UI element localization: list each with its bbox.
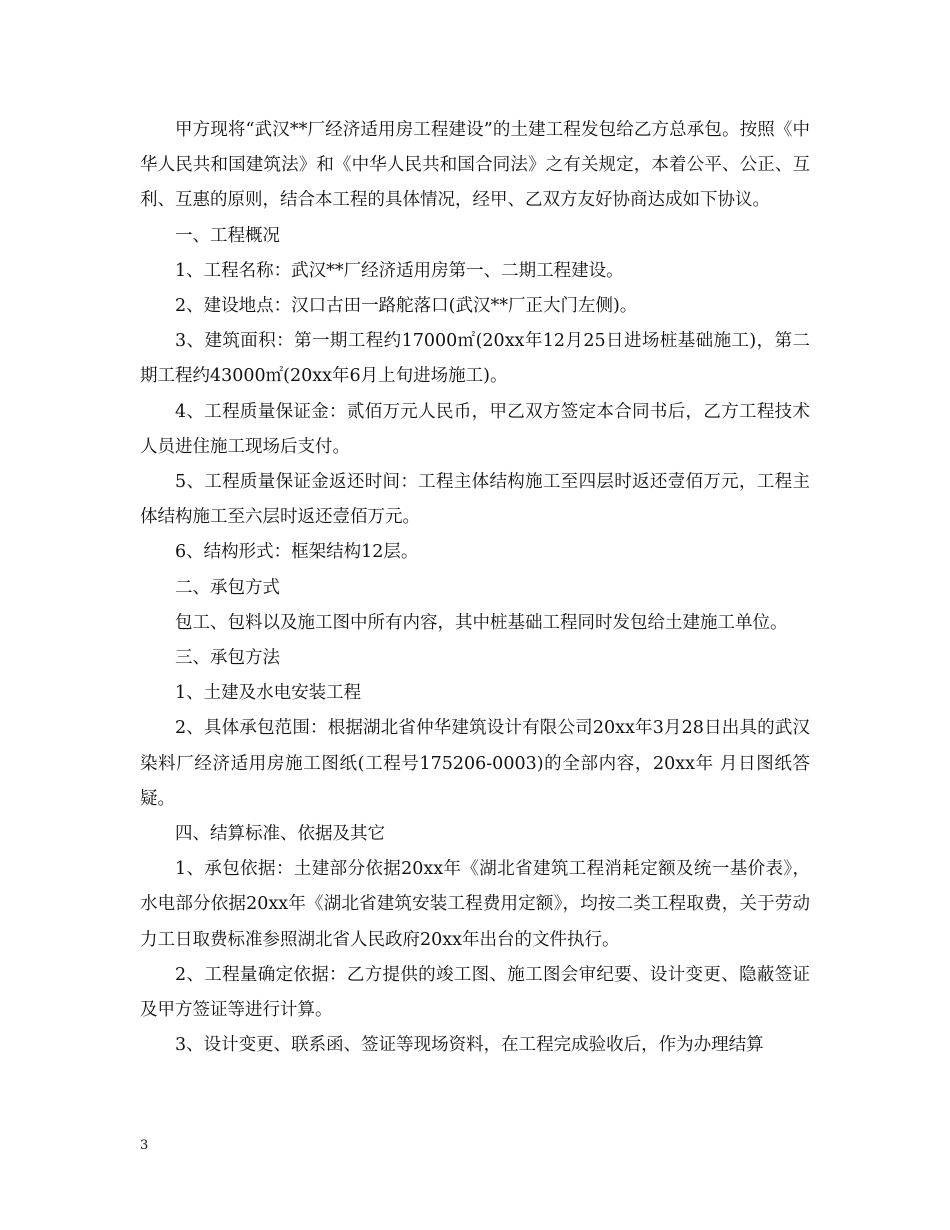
section-heading-contract-mode: 二、承包方式 [175, 577, 280, 598]
paragraph-installation: 1、土建及水电安装工程 [175, 683, 362, 704]
paragraph-deposit-return: 5、工程质量保证金返还时间：工程主体结构施工至四层时返还壹佰万元，工程主体结构施工至六层时返还壹佰万元。 [140, 472, 810, 528]
paragraph-intro: 甲方现将“武汉**厂经济适用房工程建设”的土建工程发包给乙方总承包。按照《中华人民共和国建筑法》和《中华人民共和国合同法》之有关规定，本着公平、公正、互利、互惠的原则，结合本工程的具体情况，经甲、乙双方友好协商达成如下协议。 [140, 120, 810, 211]
paragraph-contract-mode: 包工、包料以及施工图中所有内容，其中桩基础工程同时发包给土建施工单位。 [175, 612, 788, 633]
paragraph-deposit: 4、工程质量保证金：贰佰万元人民币，甲乙双方签定本合同书后，乙方工程技术人员进住施工现场后支付。 [140, 401, 810, 457]
paragraph-scope: 2、具体承包范围：根据湖北省仲华建筑设计有限公司20xx年3月28日出具的武汉染料厂经济适用房施工图纸(工程号175206-0003)的全部内容，20xx年 月日图纸答疑。 [140, 718, 810, 809]
paragraph-basis: 1、承包依据：土建部分依据20xx年《湖北省建筑工程消耗定额及统一基价表》，水电部分依据20xx年《湖北省建筑安装工程费用定额》，均按二类工程取费，关于劳动力工日取费标准参照湖北省人民政府20xx年出台的文件执行。 [140, 859, 810, 950]
document-body [140, 113, 810, 1063]
section-heading-contract-method: 三、承包方法 [175, 648, 280, 669]
section-heading-settlement: 四、结算标准、依据及其它 [175, 824, 385, 845]
paragraph-location: 2、建设地点：汉口古田一路舵落口(武汉**厂正大门左侧)。 [175, 296, 638, 317]
section-heading-overview: 一、工程概况 [175, 225, 280, 246]
paragraph-project-name: 1、工程名称：武汉**厂经济适用房第一、二期工程建设。 [175, 260, 624, 281]
paragraph-structure: 6、结构形式：框架结构12层。 [175, 542, 419, 563]
paragraph-quantity: 2、工程量确定依据：乙方提供的竣工图、施工图会审纪要、设计变更、隐蔽签证及甲方签证等进行计算。 [140, 964, 810, 1021]
page-number: 3 [140, 1138, 149, 1153]
paragraph-change-docs: 3、设计变更、联系函、签证等现场资料，在工程完成验收后，作为办理结算 [175, 1035, 764, 1056]
paragraph-area: 3、建筑面积：第一期工程约17000㎡(20xx年12月25日进场桩基础施工)，第二期工程约43000㎡(20xx年6月上旬进场施工)。 [140, 331, 810, 387]
